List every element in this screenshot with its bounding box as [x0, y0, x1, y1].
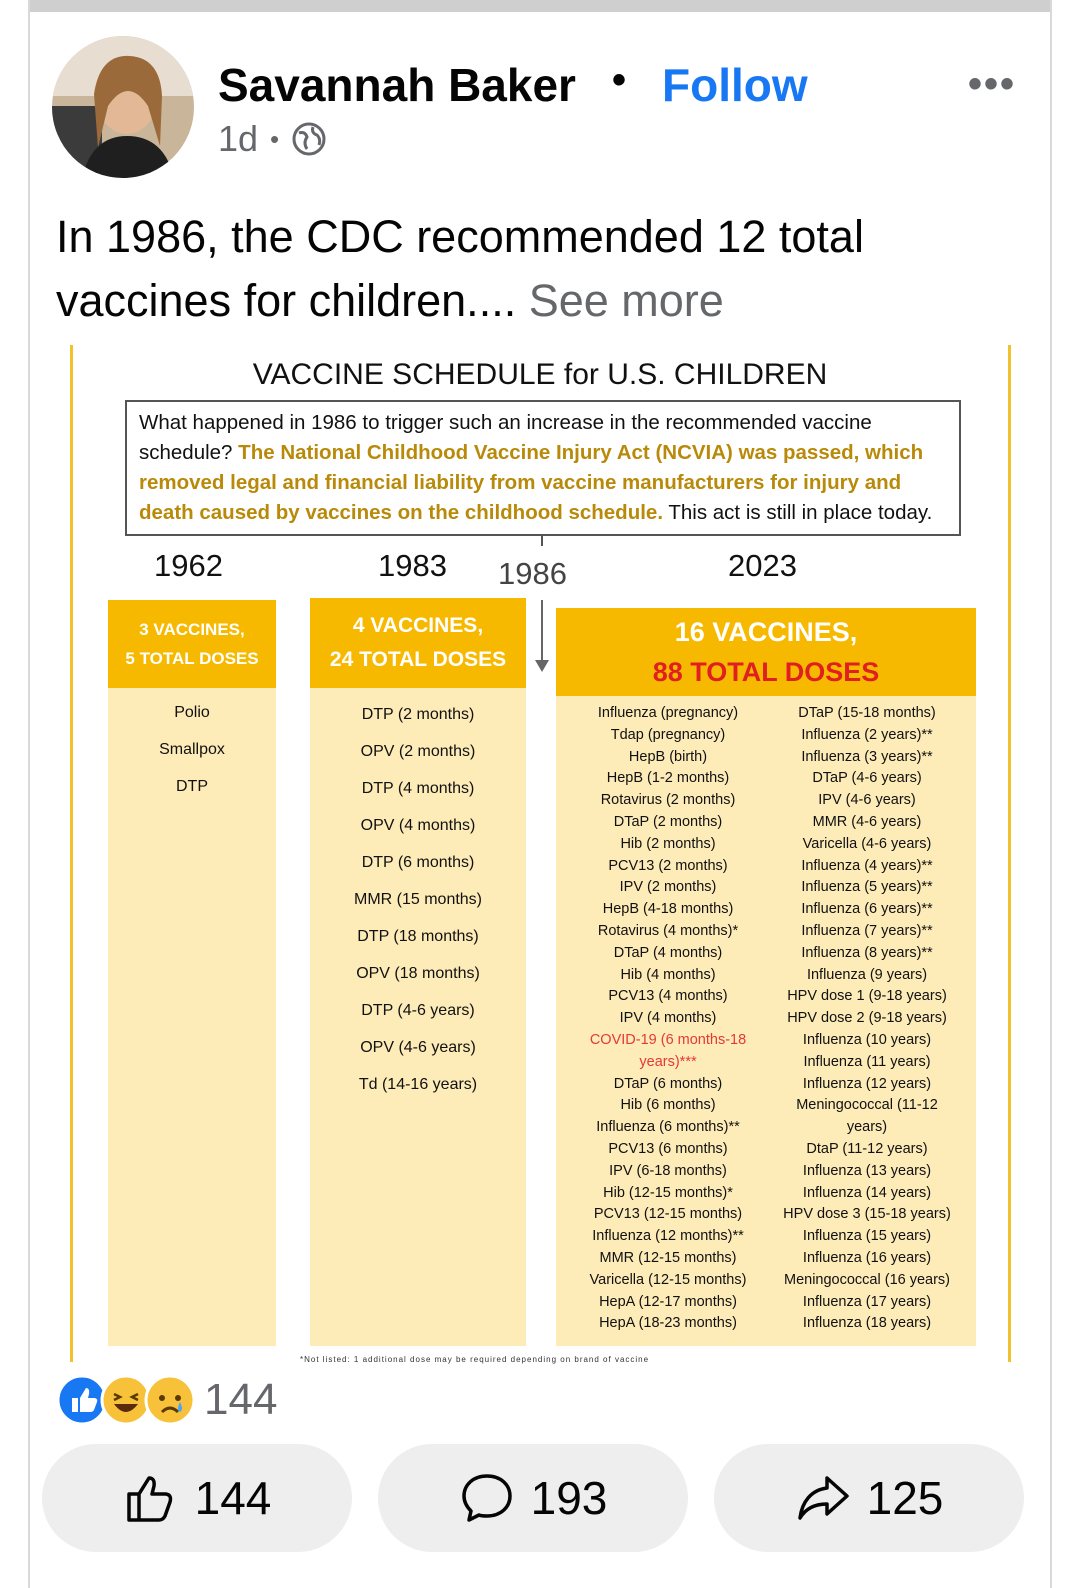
- list-item: Rotavirus (4 months)*: [597, 922, 739, 939]
- column-1962-vaccines: 3 VACCINES,: [139, 620, 245, 639]
- list-item: DTP (4 months): [361, 780, 475, 797]
- list-item: DTP (6 months): [361, 854, 475, 871]
- year-1962: 1962: [154, 548, 223, 583]
- list-item: MMR (12-15 months): [599, 1249, 737, 1266]
- more-options-button[interactable]: •••: [968, 62, 1017, 106]
- like-button[interactable]: [42, 1444, 352, 1552]
- share-arrow-icon: [795, 1470, 851, 1526]
- post-time[interactable]: 1d: [218, 118, 259, 159]
- list-item: Influenza (17 years): [802, 1293, 932, 1310]
- list-item: HepB (4-18 months): [602, 901, 734, 918]
- year-1983: 1983: [378, 548, 447, 583]
- list-item: HPV dose 2 (9-18 years): [787, 1010, 947, 1027]
- column-1962-header: [108, 600, 276, 688]
- list-item: Influenza (12 months)**: [592, 1228, 744, 1245]
- image-border-left: [70, 345, 73, 1362]
- column-1983-header: [310, 598, 526, 688]
- column-1983-list: [310, 696, 526, 1103]
- list-item-covid-cont: years)***: [639, 1053, 697, 1070]
- comment-button[interactable]: [378, 1444, 688, 1552]
- list-item: Influenza (14 years): [802, 1184, 932, 1201]
- follow-button[interactable]: Follow: [662, 59, 808, 111]
- list-item: Influenza (18 years): [802, 1315, 932, 1332]
- list-item: PCV13 (2 months): [608, 857, 728, 874]
- list-item: DTaP (4 months): [613, 944, 723, 961]
- author-avatar[interactable]: [52, 36, 194, 178]
- list-item: Influenza (6 years)**: [801, 901, 933, 918]
- timeline-arrow: [541, 600, 543, 666]
- list-item: HepB (1-2 months): [606, 770, 730, 787]
- list-item: Hib (6 months): [620, 1097, 716, 1114]
- column-2023-vaccines: 16 VACCINES,: [674, 617, 858, 647]
- post-caption: [56, 205, 1016, 333]
- column-2023-header: [556, 608, 976, 696]
- info-box: [125, 400, 961, 536]
- timeline-tick: [541, 536, 543, 546]
- column-2023-left-list: [570, 703, 766, 1335]
- year-2023: 2023: [728, 548, 797, 583]
- list-item: Influenza (6 months)**: [596, 1119, 740, 1136]
- column-2023-doses: 88 TOTAL DOSES: [652, 657, 880, 687]
- share-button[interactable]: [714, 1444, 1024, 1552]
- list-item: Rotavirus (2 months): [600, 792, 736, 809]
- list-item-covid: COVID-19 (6 months-18: [589, 1031, 747, 1048]
- globe-icon: [291, 121, 327, 157]
- list-item: Hib (12-15 months)*: [603, 1184, 733, 1201]
- sad-reaction-icon: [144, 1374, 196, 1426]
- list-item: DTP (4-6 years): [361, 1002, 475, 1019]
- list-item: DTP (2 months): [361, 706, 475, 723]
- list-item: HepA (18-23 months): [599, 1315, 737, 1332]
- list-item: Influenza (8 years)**: [801, 944, 933, 961]
- list-item: Polio: [174, 704, 210, 721]
- list-item: IPV (4 months): [619, 1010, 717, 1027]
- list-item: OPV (4 months): [360, 817, 476, 834]
- list-item: OPV (2 months): [360, 743, 476, 760]
- list-item: Td (14-16 years): [358, 1076, 478, 1093]
- list-item: PCV13 (12-15 months): [593, 1206, 743, 1223]
- list-item: DTaP (4-6 years): [812, 770, 922, 787]
- caption-text: In 1986, the CDC recommended 12 total vaccines for children....: [56, 211, 864, 326]
- list-item: Influenza (9 years): [806, 966, 928, 983]
- list-item: Tdap (pregnancy): [610, 726, 726, 743]
- left-edge: [28, 0, 30, 1588]
- list-item: DTaP (6 months): [613, 1075, 723, 1092]
- list-item: Influenza (3 years)**: [801, 748, 933, 765]
- list-item: Influenza (16 years): [802, 1249, 932, 1266]
- list-item: DTaP (15-18 months): [798, 705, 936, 721]
- list-item: DtaP (11-12 years): [806, 1140, 928, 1157]
- list-item: Influenza (15 years): [802, 1228, 932, 1245]
- info-question: What happened in 1986 to trigger such an increase in the recommended vaccine schedule?: [139, 411, 872, 464]
- column-1983-doses: 24 TOTAL DOSES: [329, 648, 507, 671]
- list-item: Influenza (10 years): [802, 1031, 932, 1048]
- list-item: HepB (birth): [628, 748, 708, 765]
- list-item: MMR (15 months): [353, 891, 483, 908]
- like-count: 144: [194, 1472, 272, 1524]
- info-closing: This act is still in place today.: [668, 501, 933, 524]
- see-more-link[interactable]: See more: [528, 275, 724, 326]
- share-count: 125: [866, 1472, 944, 1524]
- list-item: Influenza (pregnancy): [597, 705, 739, 721]
- list-item: Varicella (4-6 years): [802, 835, 932, 852]
- list-item: IPV (6-18 months): [609, 1162, 727, 1179]
- author-name[interactable]: Savannah Baker: [218, 59, 576, 111]
- thumbs-up-icon: [123, 1470, 179, 1526]
- list-item: Influenza (13 years): [802, 1162, 932, 1179]
- list-item: Meningococcal (11-12: [796, 1097, 938, 1114]
- list-item: Influenza (12 years): [802, 1075, 932, 1092]
- list-item: OPV (18 months): [356, 965, 480, 982]
- right-edge: [1050, 0, 1052, 1588]
- figure-footnote: *Not listed: 1 additional dose may be required depending on brand of vaccine: [300, 1355, 650, 1364]
- list-item: OPV (4-6 years): [360, 1039, 476, 1056]
- header-separator: •: [612, 58, 627, 102]
- list-item: Hib (4 months): [620, 966, 716, 983]
- list-item: HPV dose 3 (15-18 years): [783, 1206, 951, 1223]
- top-status-strip: [30, 0, 1050, 12]
- reaction-count: 144: [204, 1375, 278, 1424]
- comment-icon: [459, 1470, 515, 1526]
- list-item: IPV (2 months): [619, 879, 717, 896]
- list-item: Influenza (4 years)**: [801, 857, 933, 874]
- list-item: HepA (12-17 months): [599, 1293, 737, 1310]
- list-item: Influenza (11 years): [803, 1053, 931, 1070]
- list-item: Hib (2 months): [620, 835, 716, 852]
- list-item: Influenza (5 years)**: [801, 879, 933, 896]
- info-highlight: The National Childhood Vaccine Injury Act (NCVIA) was passed, which removed legal and financial liability from vaccine manufacturers for injury and death caused by vaccines on the childhood schedule.: [139, 441, 924, 524]
- image-border-right: [1008, 345, 1011, 1362]
- list-item: years): [846, 1119, 888, 1136]
- list-item: Influenza (2 years)**: [801, 726, 933, 743]
- column-1983-vaccines: 4 VACCINES,: [352, 614, 484, 637]
- list-item: IPV (4-6 years): [818, 792, 916, 809]
- list-item: HPV dose 1 (9-18 years): [787, 988, 947, 1005]
- list-item: DTaP (2 months): [613, 813, 723, 830]
- year-1986: 1986: [498, 556, 567, 591]
- list-item: DTP: [176, 778, 208, 795]
- list-item: Smallpox: [159, 741, 225, 758]
- meta-separator: •: [270, 123, 280, 154]
- post-meta: [218, 118, 327, 160]
- reaction-summary[interactable]: [56, 1374, 277, 1426]
- list-item: Influenza (7 years)**: [801, 922, 933, 939]
- column-1962-doses: 5 TOTAL DOSES: [125, 649, 259, 668]
- figure-title: VACCINE SCHEDULE for U.S. CHILDREN: [252, 358, 828, 391]
- column-1962-list: [108, 694, 276, 805]
- list-item: MMR (4-6 years): [812, 813, 922, 830]
- list-item: Varicella (12-15 months): [589, 1271, 747, 1288]
- list-item: PCV13 (6 months): [608, 1140, 728, 1157]
- timeline-arrow-head: [535, 660, 549, 672]
- list-item: DTP (18 months): [357, 928, 479, 945]
- list-item: Meningococcal (16 years): [783, 1271, 951, 1288]
- avatar-photo: [52, 36, 194, 178]
- comment-count: 193: [530, 1472, 608, 1524]
- column-2023-right-list: [766, 703, 968, 1335]
- list-item: PCV13 (4 months): [608, 988, 728, 1005]
